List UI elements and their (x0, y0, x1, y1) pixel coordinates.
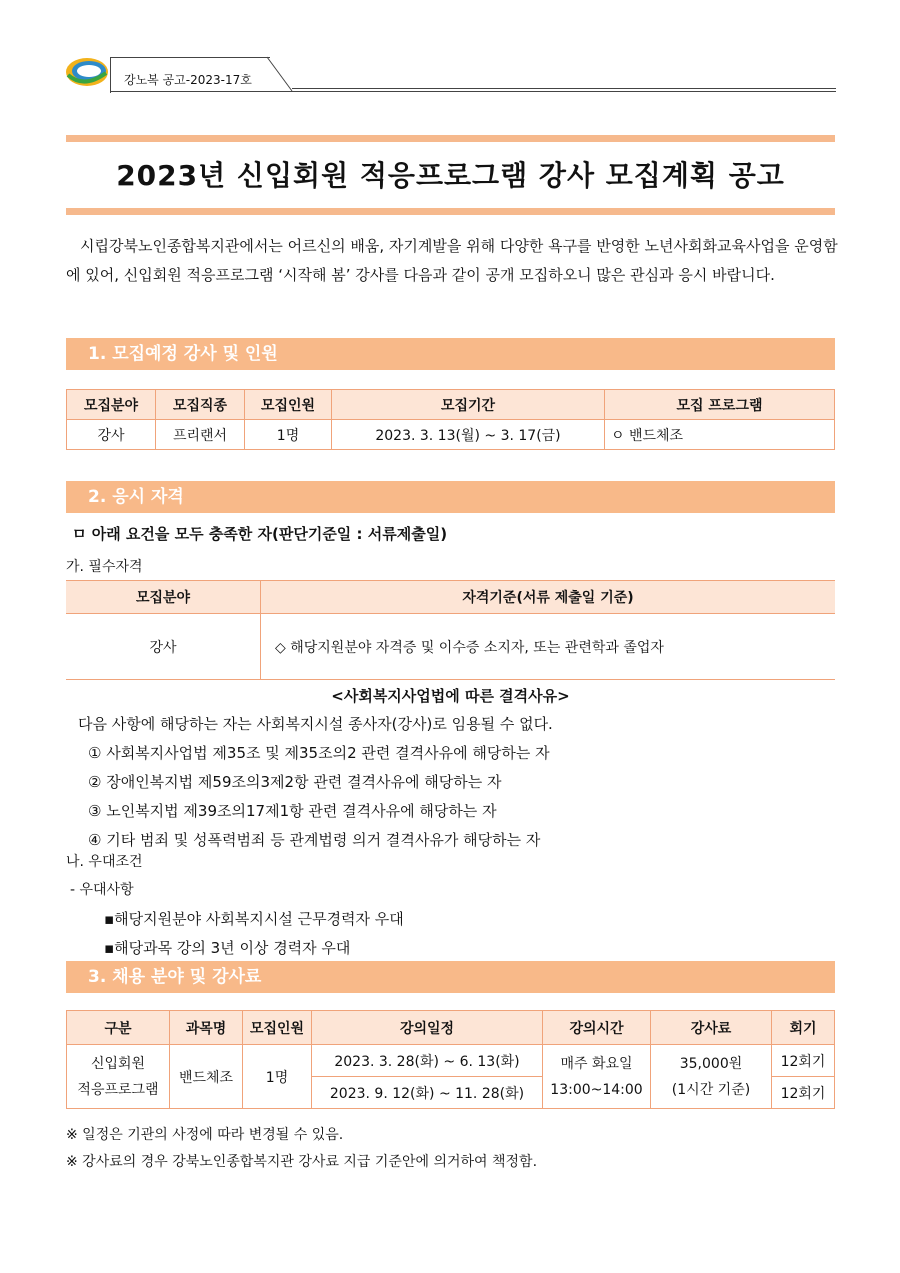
note: ※ 일정은 기관의 사정에 따라 변경될 수 있음. (66, 1127, 344, 1143)
cell-count: 1명 (243, 1045, 312, 1109)
col-header-schedule: 강의일정 (312, 1011, 543, 1045)
disqualification-lead: 다음 사항에 해당하는 자는 사회복지시설 종사자(강사)로 임용될 수 없다. (78, 715, 553, 733)
qualification-table (66, 580, 835, 680)
cell-job-type: 프리랜서 (156, 420, 245, 450)
col-header-count: 모집인원 (243, 1011, 312, 1045)
cell-time-line: 매주 화요일 (560, 1055, 633, 1072)
col-header-period: 모집기간 (332, 390, 605, 420)
disqualification-item: ④ 기타 범죄 및 성폭력범죄 등 관계법령 의거 결격사유가 해당하는 자 (88, 831, 541, 849)
cell-criteria: ◇ 해당지원분야 자격증 및 이수증 소지자, 또는 관련학과 졸업자 (261, 614, 836, 680)
recruitment-table (66, 389, 835, 450)
cell-sessions: 12회기 (772, 1077, 835, 1109)
cell-category-line: 적응프로그램 (77, 1081, 159, 1098)
cell-fee (651, 1045, 772, 1109)
header-tab-top-line (110, 57, 270, 58)
document-number: 강노복 공고-2023-17호 (124, 73, 252, 87)
col-header-criteria: 자격기준(서류 제출일 기준) (261, 581, 836, 614)
col-header-sessions: 회기 (772, 1011, 835, 1045)
header-bottom-line-2 (292, 88, 836, 89)
title-top-bar (66, 135, 835, 142)
disqualification-item: ③ 노인복지법 제39조의17제1항 관련 결격사유에 해당하는 자 (88, 802, 497, 820)
page-title: 2023년 신입회원 적응프로그램 강사 모집계획 공고 (116, 159, 785, 192)
disqualification-item: ② 장애인복지법 제59조의3제2항 관련 결격사유에 해당하는 자 (88, 773, 502, 791)
cell-period: 2023. 3. 13(월) ~ 3. 17(금) (332, 420, 605, 450)
col-header-program: 모집 프로그램 (605, 390, 835, 420)
cell-field: 강사 (67, 420, 156, 450)
col-header-subject: 과목명 (170, 1011, 243, 1045)
cell-fee-line: 35,000원 (679, 1055, 743, 1072)
preference-item: ▪해당과목 강의 3년 이상 경력자 우대 (104, 939, 351, 957)
col-header-fee: 강사료 (651, 1011, 772, 1045)
organization-logo-icon (64, 55, 110, 89)
cell-schedule: 2023. 9. 12(화) ~ 11. 28(화) (312, 1077, 543, 1109)
preference-item: ▪해당지원분야 사회복지시설 근무경력자 우대 (104, 910, 404, 928)
col-header-field: 모집분야 (67, 390, 156, 420)
header-tab-left-line (110, 57, 111, 93)
col-header-job-type: 모집직종 (156, 390, 245, 420)
cell-sessions: 12회기 (772, 1045, 835, 1077)
intro-paragraph: 시립강북노인종합복지관에서는 어르신의 배움, 자기계발을 위해 다양한 욕구를 반영한 노년사회화교육사업을 운영함에 있어, 신입회원 적응프로그램 ‘시작해 봄’ 강사를 다음과 같이 공개 모집하오니 많은 관심과 응시 바랍니다. (66, 237, 838, 284)
col-header-field: 모집분야 (66, 581, 261, 614)
cell-category (67, 1045, 170, 1109)
cell-schedule: 2023. 3. 28(화) ~ 6. 13(화) (312, 1045, 543, 1077)
preference-label: 나. 우대조건 (66, 854, 143, 870)
cell-program: ㅇ 밴드체조 (605, 420, 835, 450)
cell-time-line: 13:00~14:00 (550, 1081, 643, 1098)
section-2-heading: 2. 응시 자격 (66, 481, 835, 513)
cell-count: 1명 (245, 420, 332, 450)
disqualification-title: <사회복지사업법에 따른 결격사유> (331, 687, 570, 705)
cell-time (543, 1045, 651, 1109)
qualification-lead: ㅁ 아래 요건을 모두 충족한 자(판단기준일 : 서류제출일) (72, 525, 448, 543)
title-bottom-bar (66, 208, 835, 215)
header-bottom-line (110, 91, 836, 92)
note: ※ 강사료의 경우 강북노인종합복지관 강사료 지급 기준안에 의거하여 책정함. (66, 1154, 538, 1170)
col-header-category: 구분 (67, 1011, 170, 1045)
col-header-time: 강의시간 (543, 1011, 651, 1045)
section-1-heading: 1. 모집예정 강사 및 인원 (66, 338, 835, 370)
disqualification-item: ① 사회복지사업법 제35조 및 제35조의2 관련 결격사유에 해당하는 자 (88, 744, 550, 762)
fee-table (66, 1010, 835, 1109)
cell-fee-line: (1시간 기준) (671, 1081, 751, 1098)
cell-subject: 밴드체조 (170, 1045, 243, 1109)
preference-lead: - 우대사항 (70, 882, 134, 898)
required-qualification-label: 가. 필수자격 (66, 559, 143, 575)
cell-field: 강사 (66, 614, 261, 680)
section-3-heading: 3. 채용 분야 및 강사료 (66, 961, 835, 993)
cell-category-line: 신입회원 (90, 1055, 146, 1072)
col-header-count: 모집인원 (245, 390, 332, 420)
